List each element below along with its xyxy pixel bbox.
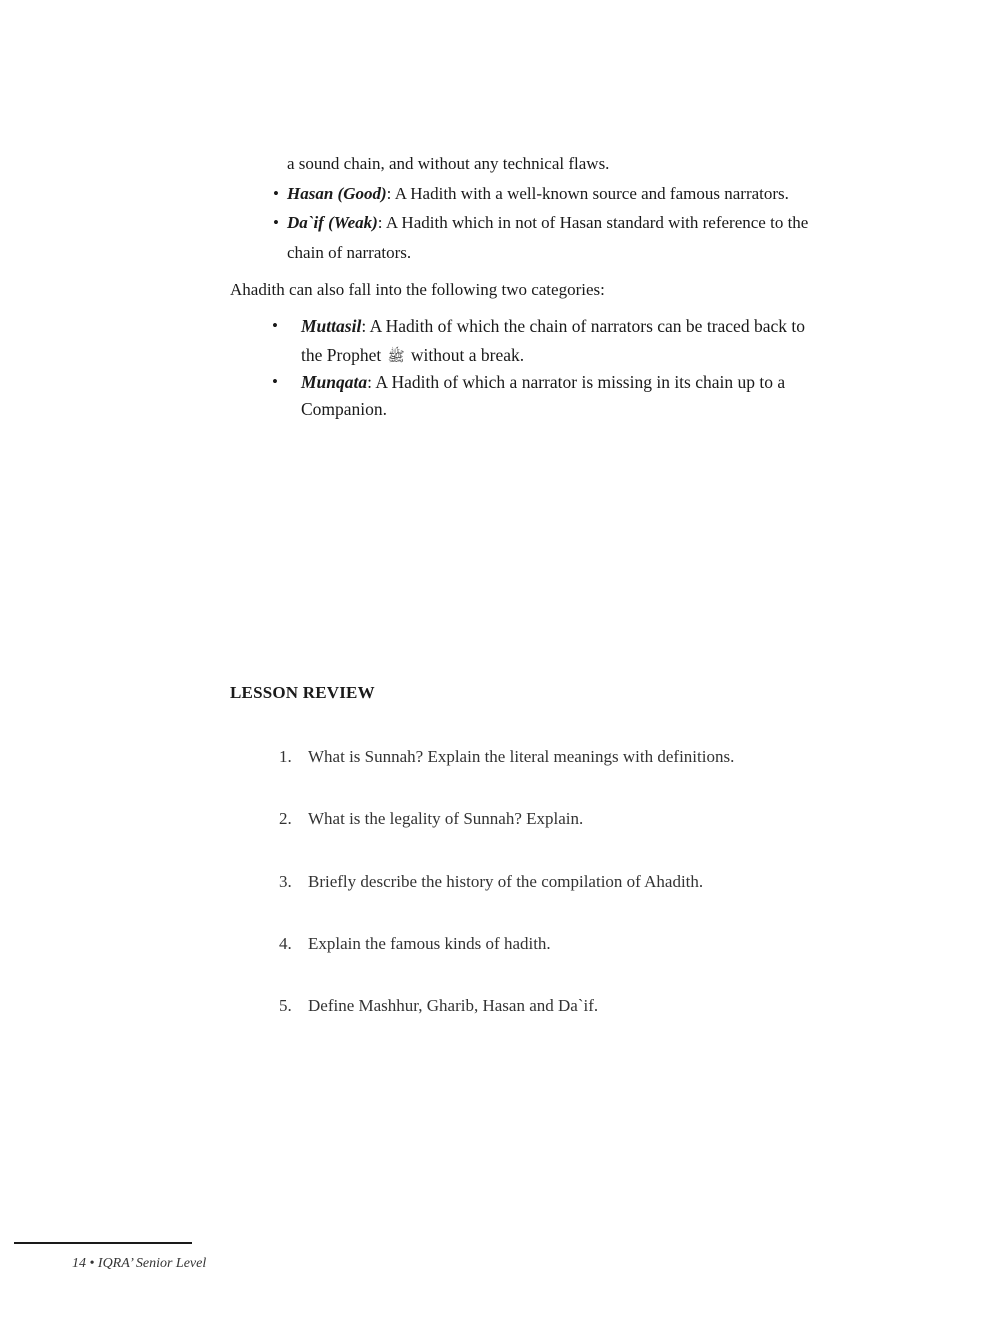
pbuh-symbol-icon: ﷺ	[387, 350, 405, 365]
question-text: Define Mashhur, Gharib, Hasan and Da`if.	[308, 996, 599, 1015]
list-item-hasan	[287, 183, 789, 205]
question-text: What is Sunnah? Explain the literal meanings with definitions.	[308, 747, 735, 766]
without-break-text: without a break.	[410, 345, 525, 365]
definition-munqata: : A Hadith of which a narrator is missing in its chain up to a	[367, 372, 786, 392]
term-muttasil: Muttasil	[301, 316, 362, 336]
definition-daif: : A Hadith which in not of Hasan standard with reference to the	[377, 213, 809, 232]
bullet-marker: •	[272, 372, 278, 391]
definition-daif-cont: chain of narrators.	[287, 243, 412, 262]
question-item	[279, 808, 583, 830]
definition-hasan: : A Hadith with a well-known source and famous narrators.	[386, 184, 789, 203]
continuation-text: a sound chain, and without any technical flaws.	[287, 154, 610, 173]
question-item	[279, 933, 551, 955]
question-item	[279, 995, 598, 1017]
bullet-marker: •	[273, 184, 279, 203]
page-footer: 14 • IQRA’ Senior Level	[72, 1256, 207, 1271]
bullet-marker: •	[272, 316, 278, 335]
definition-munqata-cont: Companion.	[301, 399, 388, 419]
list-item-munqata	[301, 371, 785, 393]
categories-intro: Ahadith can also fall into the following two categories:	[230, 280, 605, 299]
question-number: 4.	[279, 934, 292, 953]
question-item	[279, 746, 734, 768]
question-text: Explain the famous kinds of hadith.	[308, 934, 551, 953]
list-item-muttasil	[301, 315, 805, 337]
question-number: 1.	[279, 747, 292, 766]
term-hasan: Hasan (Good)	[287, 184, 387, 203]
question-number: 5.	[279, 996, 292, 1015]
question-item	[279, 871, 703, 893]
question-number: 2.	[279, 809, 292, 828]
lesson-review-heading: LESSON REVIEW	[230, 683, 375, 702]
question-text: What is the legality of Sunnah? Explain.	[308, 809, 584, 828]
prophet-text: the Prophet	[301, 345, 382, 365]
list-item-daif	[287, 212, 808, 234]
term-munqata: Munqata	[301, 372, 368, 392]
bullet-marker: •	[273, 213, 279, 232]
footer-rule	[14, 1242, 192, 1244]
definition-muttasil: : A Hadith of which the chain of narrators can be traced back to	[361, 316, 805, 336]
term-daif: Da`if (Weak)	[287, 213, 378, 232]
definition-muttasil-cont	[301, 344, 524, 369]
question-number: 3.	[279, 872, 292, 891]
question-text: Briefly describe the history of the compilation of Ahadith.	[308, 872, 704, 891]
